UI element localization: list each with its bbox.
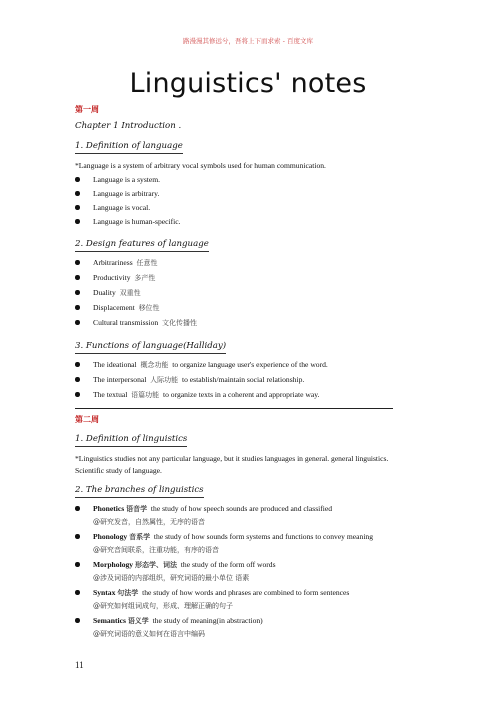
week-2-label: 第二周 [75, 415, 99, 424]
paragraph: *Language is a system of arbitrary vocal symbols used for human communication. [75, 161, 326, 170]
bullet-list [75, 503, 393, 640]
week-1-label: 第一周 [75, 105, 99, 114]
section-heading [75, 230, 393, 254]
list-item: The textual 语篇功能 to organize texts in a coherent and appropriate way. [75, 389, 393, 401]
list-item: Cultural transmission 文化传播性 [75, 317, 393, 329]
section-heading-text: 2. Design features of language [75, 239, 209, 252]
list-item: The ideational 概念功能 to organize language user's experience of the word. [75, 359, 393, 371]
list-item: Language is arbitrary. [75, 188, 393, 199]
page-title: Linguistics' notes [129, 68, 367, 99]
list-item: Displacement 移位性 [75, 302, 393, 314]
section-heading [75, 425, 393, 449]
section-heading-text: 2. The branches of linguistics [75, 485, 204, 498]
list-item: Productivity 多产性 [75, 272, 393, 284]
list-item: Phonetics 语音学 the study of how speech sounds are produced and classified @研究发音，自然属性，无序的语音 [75, 503, 393, 528]
list-item: Syntax 句法学 the study of how words and phrases are combined to form sentences @研究如何组词成句，形成、理解正确的句子 [75, 587, 393, 612]
list-item: Phonology 音系学 the study of how sounds form systems and functions to convey meaning @研究音间联系，注重功能，有序的语音 [75, 531, 393, 556]
list-item: Language is vocal. [75, 202, 393, 213]
paragraph: *Linguistics studies not any particular language, but it studies languages in general. general linguistics. [75, 454, 389, 463]
list-item: Language is human-specific. [75, 216, 393, 227]
document-body [75, 104, 393, 643]
list-item: Arbitrariness 任意性 [75, 257, 393, 269]
page-number: 11 [75, 660, 84, 670]
header-watermark: 路漫漫其修远兮，吾将上下而求索 - 百度文库 [183, 37, 313, 45]
bullet-list [75, 257, 393, 329]
section-heading-text: 1. Definition of linguistics [75, 434, 187, 447]
divider [75, 408, 393, 409]
paragraph: Scientific study of language. [75, 466, 162, 475]
list-item: Morphology 形态学、词法 the study of the form off words @涉及词语的内部组织，研究词语的最小单位 语素 [75, 559, 393, 584]
section-heading [75, 332, 393, 356]
list-item: The interpersonal 人际功能 to establish/maintain social relationship. [75, 374, 393, 386]
bullet-list [75, 359, 393, 401]
list-item: Duality 双重性 [75, 287, 393, 299]
section-heading [75, 132, 393, 156]
list-item: Semantics 语义学 the study of meaning(in abstraction) @研究词语的意义如何在语言中编码 [75, 615, 393, 640]
list-item: Language is a system. [75, 174, 393, 185]
section-heading-text: 1. Definition of language [75, 141, 183, 154]
chapter-heading: Chapter 1 Introduction . [75, 121, 182, 131]
section-heading [75, 476, 393, 500]
section-heading-text: 3. Functions of language(Halliday) [75, 341, 226, 354]
bullet-list [75, 174, 393, 227]
